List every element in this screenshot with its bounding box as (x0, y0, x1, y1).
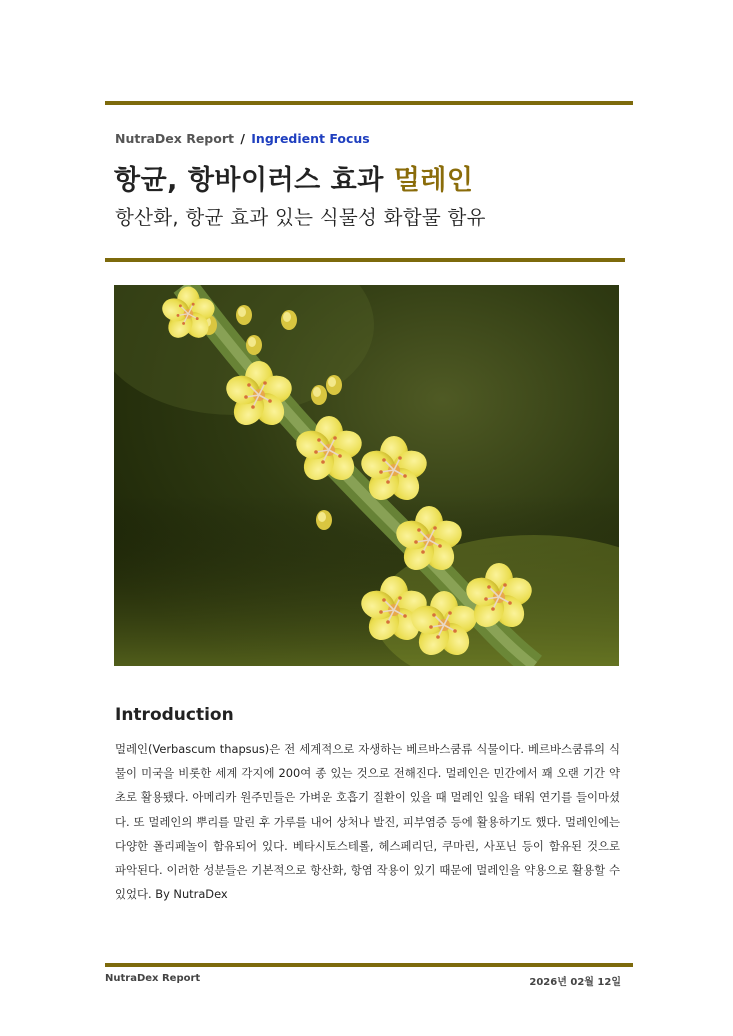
publication-name: NutraDex Report (115, 131, 234, 146)
title-main: 항균, 항바이러스 효과 (114, 165, 384, 196)
page-subtitle: 항산화, 항균 효과 있는 식물성 화합물 함유 (115, 206, 486, 229)
page-title (114, 158, 473, 197)
top-rule (105, 101, 633, 105)
footer-date: 2026년 02월 12일 (529, 977, 621, 988)
section-link[interactable]: Ingredient Focus (251, 131, 370, 146)
footer-rule (105, 963, 633, 967)
mullein-flower-photo (114, 285, 619, 666)
footer-publication: NutraDex Report (105, 973, 201, 984)
kicker-separator: / (240, 131, 245, 146)
title-accent: 멀레인 (393, 165, 474, 196)
intro-heading: Introduction (115, 705, 234, 725)
kicker (115, 131, 370, 146)
header-rule (105, 258, 625, 262)
intro-paragraph: 멀레인(Verbascum thapsus)은 전 세계적으로 자생하는 베르바스쿰류 식물이다. 베르바스쿰류의 식물이 미국을 비롯한 세계 각지에 200여 종 있는 것으로 전해진다. 멀레인은 민간에서 꽤 오랜 기간 약초로 활용됐다. 아메리카 원주민들은 가벼운 호흡기 질환이 있을 때 멀레인 잎을 태워 연기를 들이마셨다. 또 멀레인의 뿌리를 말린 후 가루를 내어 상처나 발진, 피부염증 등에 활용하기도 했다. 멀레인에는 다양한 폴리페놀이 함유되어 있다. 베타시토스테롤, 헤스페리딘, 쿠마린, 사포닌 등이 함유된 것으로 파악된다. 이러한 성분들은 기본적으로 항산화, 항염 작용이 있기 때문에 멀레인을 약용으로 활용할 수 있었다. By NutraDex (115, 742, 620, 902)
